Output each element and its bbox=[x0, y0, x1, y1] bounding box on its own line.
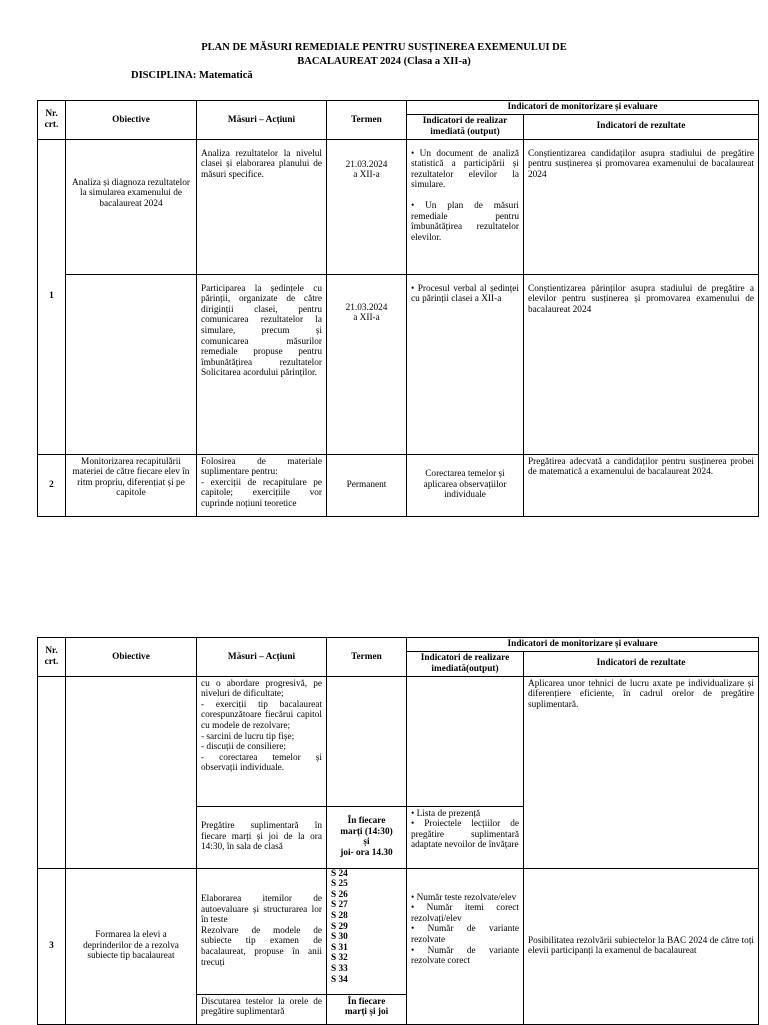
row-1-number: 1 bbox=[38, 139, 66, 454]
header-monitoring: Indicatori de monitorizare și evaluare bbox=[407, 101, 759, 115]
row-2-term: Permanent bbox=[327, 454, 407, 516]
row-2-term-cont bbox=[327, 676, 407, 806]
header-term: Termen bbox=[327, 101, 407, 140]
row-3-output: • Număr teste rezolvate/elev • Număr itemi corect rezolvați/elev • Număr de variante rezolvate • Număr de variante rezolvate corect bbox=[407, 868, 524, 1024]
header-objectives: Obiective bbox=[66, 101, 197, 140]
row-2-output: Corectarea temelor și aplicarea observațiilor individuale bbox=[407, 454, 524, 516]
row-1a-result: Conștientizarea candidaților asupra stadiului de pregătire pentru susținerea și promovarea examenului de bacalaureat 2024 bbox=[524, 139, 759, 274]
prep-measure: Pregătire suplimentară în fiecare marți și joi de la ora 14:30, în sala de clasă bbox=[197, 806, 327, 868]
row-1-objective-empty bbox=[66, 274, 197, 454]
title-line-1: PLAN DE MĂSURI REMEDIALE PENTRU SUSȚINEREA EXEMENULUI DE bbox=[201, 42, 567, 53]
row-2-output-cont bbox=[407, 676, 524, 806]
row-2-measure: Folosirea de materiale suplimentare pentru: - exerciții de recapitulare pe capitole; exercițiile vor cuprinde noțiuni teoretice bbox=[197, 454, 327, 516]
row-2-result: Pregătirea adecvată a candidaților pentru susținerea probei de matematică a examenului de bacalaureat 2024. bbox=[524, 454, 759, 516]
row-3-term-2: În fiecare marți și joi bbox=[327, 994, 407, 1024]
row-2-objective-cont bbox=[66, 676, 197, 868]
row-2-number-cont bbox=[38, 676, 66, 868]
row-1b-term: 21.03.2024 a XII-a bbox=[327, 274, 407, 454]
prep-term: În fiecare marți (14:30) și joi- ora 14.30 bbox=[327, 806, 407, 868]
row-3-objective: Formarea la elevi a deprinderilor de a rezolva subiecte tip bacalaureat bbox=[66, 868, 197, 1024]
row-2-result-cont: Aplicarea unor tehnici de lucru axate pe individualizare și diferențiere eficiente, în cadrul orelor de pregătire suplimentară. bbox=[524, 676, 759, 868]
row-2-objective: Monitorizarea recapitulării materiei de către fiecare elev în ritm propriu, diferențiat și pe capitole bbox=[66, 454, 197, 516]
page-title bbox=[0, 41, 768, 69]
row-3-result: Posibilitatea rezolvării subiectelor la BAC 2024 de către toți elevii participanți la examenul de bacalaureat bbox=[524, 868, 759, 1024]
row-1a-output-item-2: • Un plan de măsuri remediale pentru îmbunătățirea rezultatelor elevilor. bbox=[411, 200, 519, 243]
title-line-2: BACALAUREAT 2024 (Clasa a XII-a) bbox=[297, 56, 471, 67]
row-1a-output bbox=[407, 139, 524, 274]
prep-output: • Lista de prezență • Proiectele lecțiilor de pregătire suplimentară adaptate nevoilor de învățare bbox=[407, 806, 524, 868]
row-1a-output-item-1: • Un document de analiză statistică a participării și rezultatelor elevilor la simulare. bbox=[411, 148, 519, 191]
row-2-number: 2 bbox=[38, 454, 66, 516]
discipline-label: DISCIPLINA: Matematică bbox=[131, 70, 253, 81]
row-1b-result: Conștientizarea părinților asupra stadiului de pregătire a elevilor pentru susținerea și promovarea examenului de bacalaureat 2024 bbox=[524, 274, 759, 454]
plan-table-page-1 bbox=[37, 100, 759, 517]
header-measures: Măsuri – Acțiuni bbox=[197, 101, 327, 140]
header-nr-2: Nr. crt. bbox=[38, 638, 66, 677]
row-1b-output: • Procesul verbal al ședinței cu părinții clasei a XII-a bbox=[407, 274, 524, 454]
row-3-measure-2: Discutarea testelor la orele de pregătire suplimentară bbox=[197, 994, 327, 1024]
row-3-measure: Elaborarea itemilor de autoevaluare și structurarea lor în teste Rezolvare de modele de subiecte tip examen de bacalaureat, propuse în anii trecuți bbox=[197, 868, 327, 994]
row-1b-measure: Participarea la ședințele cu părinții, organizate de către diriginții clasei, pentru comunicarea rezultatelor la simulare, precum și comunicarea măsurilor remediale propuse pentru îmbunătățirea rezultatelor Solicitarea acordului părinților. bbox=[197, 274, 327, 454]
plan-table-page-2 bbox=[37, 637, 759, 1025]
header-objectives-2: Obiective bbox=[66, 638, 197, 677]
header-output: Indicatori de realizar imediată (output) bbox=[407, 114, 524, 139]
header-output-2: Indicatori de realizare imediată(output) bbox=[407, 651, 524, 676]
header-nr: Nr. crt. bbox=[38, 101, 66, 140]
header-results-2: Indicatori de rezultate bbox=[524, 651, 759, 676]
header-measures-2: Măsuri – Acțiuni bbox=[197, 638, 327, 677]
header-results: Indicatori de rezultate bbox=[524, 114, 759, 139]
row-1-objective: Analiza și diagnoza rezultatelor la simularea examenului de bacalaureat 2024 bbox=[66, 139, 197, 274]
header-monitoring-2: Indicatori de monitorizare și evaluare bbox=[407, 638, 759, 652]
row-1a-measure: Analiza rezultatelor la nivelul clasei și elaborarea planului de măsuri specifice. bbox=[197, 139, 327, 274]
row-2-measure-cont: cu o abordare progresivă, pe niveluri de dificultate; - exerciții tip bacalaureat corespunzătoare fiecărui capitol cu modele de rezolvare; - sarcini de lucru tip fișe; - discuții de consiliere; - corectarea temelor și observații individuale. bbox=[197, 676, 327, 806]
row-3-number: 3 bbox=[38, 868, 66, 1024]
header-term-2: Termen bbox=[327, 638, 407, 677]
row-1a-term: 21.03.2024 a XII-a bbox=[327, 139, 407, 274]
row-3-term: S 24 S 25 S 26 S 27 S 28 S 29 S 30 S 31 S 32 S 33 S 34 bbox=[327, 868, 407, 994]
